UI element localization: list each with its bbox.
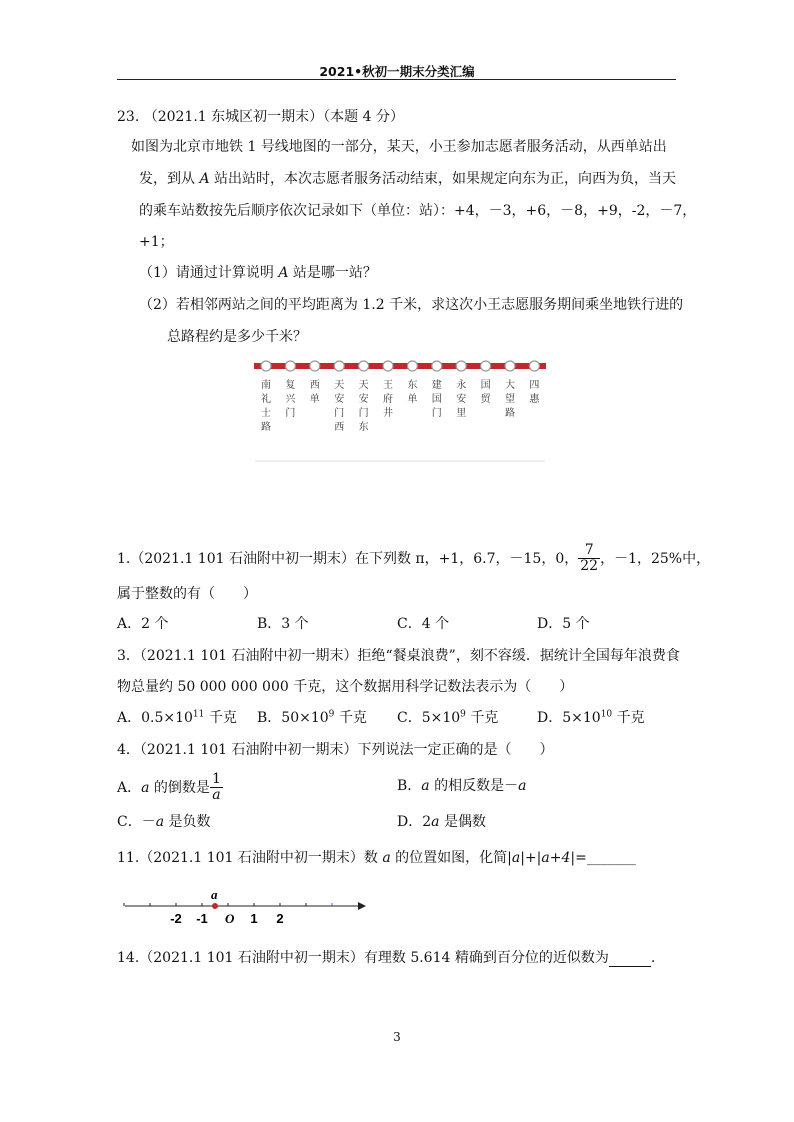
header-divider [117, 79, 676, 80]
q4-text: 4．（2021.1 101 石油附中初一期末）下列说法一定正确的是（ ） [117, 742, 554, 758]
q23-text-line-4: +1； [139, 234, 174, 250]
station-label-9: 国贸 [480, 380, 491, 405]
q1-option-b: B．3 个 [257, 616, 309, 632]
station-marker [261, 361, 271, 371]
q11-text: 11.（2021.1 101 石油附中初一期末）数 a 的位置如图，化简|a|+|a+4|=_______ [117, 850, 636, 866]
q1-text-line-2: 属于整数的有（ ） [117, 586, 257, 602]
station-marker [456, 361, 466, 371]
q4-option-d: D．2a 是偶数 [397, 814, 486, 830]
q4-option-b: B．a 的相反数是－a [397, 778, 527, 794]
station-label-5: 王府井 [383, 380, 393, 419]
station-label-11: 四惠 [529, 380, 540, 405]
station-marker [359, 361, 369, 371]
page-number: 3 [393, 1030, 401, 1044]
q3-option-a: A．$0.5\times 10^{11}$ 千克 [117, 709, 237, 726]
q1-option-c: C．4 个 [397, 616, 450, 632]
number-line-arrow [358, 902, 366, 910]
station-label-6: 东单 [407, 380, 418, 405]
station-label-4: 天安门东 [358, 380, 369, 433]
metro-line-map [250, 350, 550, 465]
q23-text-line-1: 如图为北京市地铁 1 号线地图的一部分，某天，小王参加志愿者服务活动，从西单站出 [131, 139, 667, 155]
number-line [120, 888, 370, 928]
station-marker [407, 361, 417, 371]
station-marker [383, 361, 393, 371]
q23-subquestion-2: （2）若相邻两站之间的平均距离为 1.2 千米，求这次小王志愿服务期间乘坐地铁行进的 [139, 297, 684, 313]
q23-title: 23. （2021.1 东城区初一期末）（本题 4 分） [117, 109, 404, 125]
q23-subquestion-1: （1）请通过计算说明 A 站是哪一站？ [139, 265, 377, 281]
q23-text-line-3: 的乘车站数按先后顺序依次记录如下（单位：站）：+4，－3，+6，－8，+9，-2，－7， [139, 203, 697, 219]
station-marker [310, 361, 320, 371]
q3-option-c: C．$5\times 10^9$ 千克 [397, 709, 499, 726]
tick-label-minus-2: -2 [170, 911, 182, 926]
q11-answer-blank: _______ [586, 850, 636, 866]
q3-text-line-1: 3．（2021.1 101 石油附中初一期末）拒绝“餐桌浪费”，刻不容缓．据统计全国每年浪费食 [117, 648, 680, 664]
tick-label-minus-1: -1 [196, 911, 208, 926]
station-marker [285, 361, 295, 371]
q14-text: 14.（2021.1 101 石油附中初一期末）有理数 5.614 精确到百分位的近似数为 . [117, 950, 656, 966]
station-marker [334, 361, 344, 371]
q1-option-d: D．5 个 [537, 616, 590, 632]
q3-option-d: D．$5\times 10^{10}$ 千克 [537, 709, 645, 726]
q1-text: 1.（2021.1 101 石油附中初一期末）在下列数 π，+1，6.7，－15，0， $\frac{7}{22}$ ，－1，25%中， [117, 542, 711, 575]
q14-answer-blank [609, 950, 651, 967]
station-marker [481, 361, 491, 371]
station-label-1: 复兴门 [285, 380, 296, 419]
station-label-2: 西单 [309, 380, 320, 405]
q23-subquestion-2-cont: 总路程约是多少千米？ [167, 329, 307, 345]
station-marker [432, 361, 442, 371]
q4-option-a-fraction: $\frac{1}{a}$ [211, 771, 221, 804]
tick-label-1: 1 [250, 911, 258, 926]
page-header-title: 2021•秋初一期末分类汇编 [319, 64, 475, 79]
point-a-label: a [211, 888, 218, 902]
station-label-7: 建国门 [431, 380, 442, 419]
origin-label: O [225, 911, 235, 926]
q1-option-a: A．2 个 [117, 616, 169, 632]
station-marker [529, 361, 539, 371]
q1-fraction: $\frac{7}{22}$ [580, 542, 599, 575]
station-marker [505, 361, 515, 371]
q4-option-c: C．－a 是负数 [117, 814, 211, 830]
station-label-10: 大望路 [505, 380, 515, 419]
tick-label-2: 2 [276, 911, 284, 926]
q11-expression: |a|+|a+4|= [507, 850, 587, 866]
q23-text-line-2: 发，到从 A 站出站时，本次志愿者服务活动结束，如果规定向东为正，向西为负，当天 [139, 171, 677, 187]
station-label-8: 永安里 [456, 380, 467, 419]
q3-text-line-2: 物总量约 50 000 000 000 千克，这个数据用科学记数法表示为（ ） [117, 679, 574, 695]
point-a-marker [212, 903, 218, 909]
q4-option-a: A．a 的倒数是 $\frac{1}{a}$ [117, 771, 221, 804]
q3-option-b: B．$50\times 10^9$ 千克 [257, 709, 367, 726]
station-label-0: 南礼士路 [261, 380, 271, 433]
station-label-3: 天安门西 [334, 380, 345, 433]
